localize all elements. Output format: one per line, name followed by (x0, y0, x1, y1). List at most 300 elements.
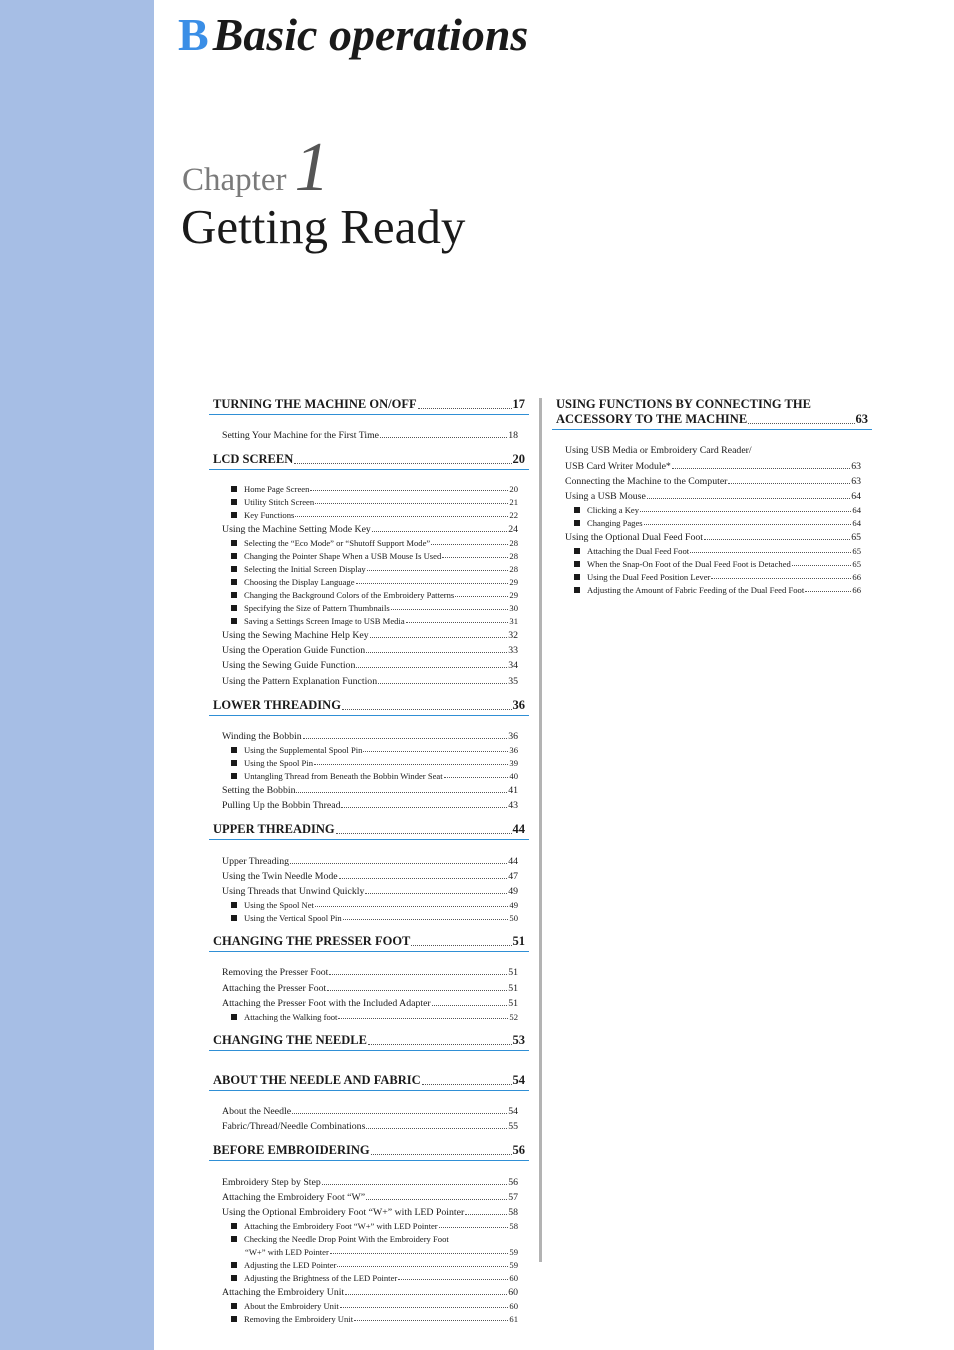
bullet-square-icon (231, 915, 237, 921)
bullet-square-icon (231, 1303, 237, 1309)
toc-page-number: 66 (852, 584, 861, 595)
toc-entry-text: Selecting the Initial Screen Display (244, 563, 366, 574)
toc-page-number: 63 (851, 460, 861, 472)
bullet-square-icon (231, 579, 237, 585)
toc-leader-dots (336, 833, 512, 834)
toc-leader-dots (356, 583, 509, 584)
toc-entry[interactable] (209, 1117, 529, 1132)
toc-entry-text: USB Card Writer Module* (565, 460, 671, 472)
toc-page-number: 63 (851, 475, 861, 487)
toc-entry-text: Using the Optional Dual Feed Foot (565, 532, 703, 544)
toc-section-heading[interactable] (209, 394, 529, 415)
toc-leader-dots (792, 565, 852, 566)
part-title: Basic operations (212, 9, 529, 60)
toc-page-number: 41 (508, 784, 518, 796)
toc-leader-dots (366, 1128, 507, 1129)
toc-entry-text: UPPER THREADING (213, 822, 335, 837)
toc-bullet-entry[interactable] (209, 507, 529, 520)
toc-page-number: 51 (508, 982, 518, 994)
toc-page-number: 54 (512, 1072, 525, 1087)
toc-page-number: 31 (509, 615, 518, 626)
toc-bullet-entry[interactable] (209, 897, 529, 910)
toc-spacer (209, 1164, 529, 1172)
bullet-square-icon (574, 548, 580, 554)
toc-bullet-entry[interactable] (209, 1218, 529, 1231)
toc-spacer (552, 433, 872, 441)
toc-page-number: 60 (509, 1300, 518, 1311)
toc-leader-dots (406, 622, 509, 623)
bullet-square-icon (231, 1316, 237, 1322)
toc-page-number: 28 (509, 563, 518, 574)
toc-page-number: 33 (508, 645, 518, 657)
toc-leader-dots (672, 468, 850, 469)
toc-bullet-entry[interactable] (552, 515, 872, 528)
bullet-square-icon (231, 773, 237, 779)
toc-leader-dots (315, 906, 508, 907)
toc-entry-text: Using the Spool Pin (244, 757, 313, 768)
toc-spacer (209, 1054, 529, 1062)
toc-leader-dots (647, 498, 850, 499)
toc-bullet-entry[interactable] (552, 543, 872, 556)
toc-entry-text: Attaching the Embroidery Unit (222, 1286, 345, 1298)
toc-entry-text: Setting the Bobbin (222, 784, 296, 796)
toc-entry[interactable] (209, 1172, 529, 1187)
toc-entry-text: Attaching the Dual Feed Foot (587, 546, 690, 557)
toc-bullet-entry-continued[interactable] (209, 1244, 529, 1257)
bullet-square-icon (231, 512, 237, 518)
bullet-square-icon (574, 520, 580, 526)
bullet-square-icon (231, 566, 237, 572)
toc-leader-dots (315, 503, 508, 504)
toc-entry-text: Using the Vertical Spool Pin (244, 912, 342, 923)
chapter-word: Chapter (182, 162, 287, 198)
toc-page-number: 63 (855, 412, 868, 426)
toc-page-number: 39 (509, 757, 518, 768)
toc-entry-text: CHANGING THE NEEDLE (213, 1032, 367, 1047)
toc-entry-text: Using the Operation Guide Function (222, 645, 366, 657)
toc-section-heading[interactable] (209, 931, 529, 952)
toc-bullet-entry[interactable] (209, 548, 529, 561)
toc-entry[interactable] (209, 1188, 529, 1203)
toc-entry[interactable] (209, 727, 529, 742)
toc-entry-text: Pulling Up the Bobbin Thread (222, 800, 341, 812)
toc-leader-dots (365, 893, 507, 894)
toc-bullet-entry[interactable] (209, 1231, 529, 1244)
toc-spacer (209, 1062, 529, 1070)
toc-leader-dots (330, 1253, 509, 1254)
toc-spacer (209, 843, 529, 851)
toc-bullet-entry[interactable] (552, 582, 872, 595)
toc-leader-dots (329, 974, 507, 975)
toc-page-number: 18 (508, 430, 518, 442)
toc-page-number: 44 (512, 822, 525, 837)
toc-bullet-entry[interactable] (209, 1311, 529, 1324)
toc-entry[interactable] (209, 796, 529, 811)
toc-section-line (556, 412, 868, 427)
toc-leader-dots (644, 524, 852, 525)
toc-page-number: 55 (508, 1121, 518, 1133)
toc-page-number: 60 (508, 1286, 518, 1298)
toc-entry-text: Home Page Screen (244, 484, 310, 495)
toc-spacer (209, 687, 529, 695)
toc-entry-text: Choosing the Display Language (244, 576, 355, 587)
toc-entry-text: Selecting the “Eco Mode” or “Shutoff Support Mode” (244, 538, 431, 549)
toc-page-number: 60 (509, 1272, 518, 1283)
toc-leader-dots (398, 1279, 508, 1280)
bullet-square-icon (231, 553, 237, 559)
toc-leader-dots (327, 990, 507, 991)
toc-leader-dots (341, 807, 507, 808)
toc-page-number: 58 (509, 1221, 518, 1232)
toc-bullet-entry[interactable] (209, 768, 529, 781)
toc-entry[interactable] (552, 528, 872, 543)
toc-page-number: 29 (509, 576, 518, 587)
bullet-square-icon (231, 760, 237, 766)
toc-spacer (209, 473, 529, 481)
bullet-square-icon (231, 605, 237, 611)
toc-spacer (209, 811, 529, 819)
toc-entry-text: Changing the Pointer Shape When a USB Mouse Is Used (244, 551, 442, 562)
toc-entry-text: Using the Dual Feed Position Lever (587, 571, 711, 582)
toc-entry[interactable] (209, 671, 529, 686)
bullet-square-icon (574, 507, 580, 513)
toc-entry-text: LOWER THREADING (213, 697, 341, 712)
toc-page-number: 29 (509, 589, 518, 600)
toc-page-number: 35 (508, 675, 518, 687)
toc-page-number: 21 (509, 497, 518, 508)
toc-entry-text: Checking the Needle Drop Point With the Embroidery Foot (244, 1233, 449, 1244)
toc-leader-dots (322, 1184, 507, 1185)
bullet-square-icon (231, 1275, 237, 1281)
toc-leader-dots (418, 408, 512, 409)
toc-entry-text: When the Snap-On Foot of the Dual Feed Foot is Detached (587, 559, 791, 570)
toc-leader-dots (371, 1154, 512, 1155)
toc-leader-dots (370, 637, 508, 638)
toc-leader-dots (339, 878, 508, 879)
toc-page-number: 64 (851, 491, 861, 503)
toc-entry-text: Clicking a Key (587, 505, 640, 516)
column-divider (539, 398, 542, 1262)
toc-leader-dots (343, 919, 509, 920)
toc-leader-dots (363, 751, 508, 752)
toc-bullet-entry[interactable] (209, 1257, 529, 1270)
toc-section-line: USING FUNCTIONS BY CONNECTING THE (556, 397, 811, 411)
bullet-square-icon (574, 574, 580, 580)
toc-entry-text: Attaching the Embroidery Foot “W+” with LED Pointer (244, 1221, 438, 1232)
bullet-square-icon (231, 592, 237, 598)
bullet-square-icon (231, 747, 237, 753)
toc-leader-dots (640, 511, 851, 512)
bullet-square-icon (231, 499, 237, 505)
toc-leader-dots (690, 552, 851, 553)
toc-entry[interactable] (209, 1102, 529, 1117)
toc-spacer (209, 923, 529, 931)
toc-entry[interactable] (209, 641, 529, 656)
toc-entry-text: Changing Pages (587, 517, 643, 528)
toc-leader-dots (294, 463, 511, 464)
toc-entry-text: Untangling Thread from Beneath the Bobbin Winder Seat (244, 770, 443, 781)
toc-bullet-entry[interactable] (209, 1009, 529, 1022)
toc-bullet-entry[interactable] (209, 1298, 529, 1311)
toc-page-number: 28 (509, 538, 518, 549)
toc-page-number: 30 (509, 602, 518, 613)
toc-entry-text: Attaching the Embroidery Foot “W” (222, 1191, 366, 1203)
toc-entry-text: Changing the Background Colors of the Embroidery Patterns (244, 589, 455, 600)
toc-page-number: 56 (508, 1176, 518, 1188)
toc-bullet-entry[interactable] (552, 569, 872, 582)
toc-entry[interactable] (209, 426, 529, 441)
bullet-square-icon (231, 902, 237, 908)
toc-leader-dots (378, 683, 507, 684)
bullet-square-icon (574, 587, 580, 593)
toc-leader-dots (442, 557, 508, 558)
toc-spacer (209, 719, 529, 727)
toc-page-number: 20 (512, 452, 525, 467)
toc-entry-text: Upper Threading (222, 855, 290, 867)
toc-bullet-entry[interactable] (209, 574, 529, 587)
toc-entry-text: Using the Twin Needle Mode (222, 870, 338, 882)
toc-page-number: 40 (509, 770, 518, 781)
toc-entry-text: Adjusting the Brightness of the LED Pointer (244, 1272, 398, 1283)
chapter-title: Getting Ready (181, 199, 466, 254)
toc-leader-dots (366, 652, 507, 653)
toc-spacer (209, 1022, 529, 1030)
toc-entry[interactable] (209, 1203, 529, 1218)
toc-leader-dots (748, 423, 854, 424)
toc-page-number: 49 (508, 886, 518, 898)
toc-entry-text: Removing the Embroidery Unit (244, 1313, 354, 1324)
toc-entry-text: Using the Pattern Explanation Function (222, 675, 378, 687)
toc-leader-dots (338, 1018, 508, 1019)
toc-leader-dots (354, 1320, 508, 1321)
toc-section-heading[interactable] (209, 819, 529, 840)
toc-leader-dots (444, 777, 509, 778)
toc-bullet-entry[interactable] (209, 600, 529, 613)
toc-section-heading[interactable] (209, 1140, 529, 1161)
bullet-square-icon (231, 618, 237, 624)
toc-section-heading[interactable] (209, 449, 529, 470)
toc-page-number: 36 (508, 730, 518, 742)
toc-page-number: 49 (509, 900, 518, 911)
toc-entry-text: Using a USB Mouse (565, 491, 646, 503)
toc-bullet-entry[interactable] (209, 755, 529, 768)
toc-page-number: 66 (852, 571, 861, 582)
toc-leader-dots (303, 738, 508, 739)
toc-leader-dots (465, 1214, 507, 1215)
part-letter: B (178, 9, 209, 60)
toc-page-number: 34 (508, 660, 518, 672)
toc-leader-dots (366, 1199, 507, 1200)
toc-bullet-entry[interactable] (552, 502, 872, 515)
toc-bullet-entry[interactable] (209, 910, 529, 923)
toc-spacer (209, 441, 529, 449)
toc-entry[interactable] (552, 487, 872, 502)
toc-leader-dots (439, 1227, 509, 1228)
toc-page-number: 53 (512, 1032, 525, 1047)
toc-entry-text: Winding the Bobbin (222, 730, 302, 742)
toc-entry[interactable] (209, 978, 529, 993)
toc-page-number: 20 (509, 484, 518, 495)
toc-entry-text: About the Embroidery Unit (244, 1300, 339, 1311)
toc-leader-dots (310, 490, 508, 491)
toc-leader-dots (711, 578, 851, 579)
toc-entry-text: CHANGING THE PRESSER FOOT (213, 933, 411, 948)
toc-leader-dots (340, 1307, 509, 1308)
toc-page-number: 22 (509, 509, 518, 520)
toc-leader-dots (292, 1113, 507, 1114)
toc-left-column (209, 394, 529, 1324)
toc-page-number: 65 (851, 532, 861, 544)
toc-page-number: 51 (508, 997, 518, 1009)
toc-entry-text: Attaching the Presser Foot with the Included Adapter (222, 997, 431, 1009)
toc-entry-text: About the Needle (222, 1106, 292, 1117)
toc-leader-dots (805, 591, 851, 592)
toc-bullet-entry[interactable] (209, 742, 529, 755)
toc-spacer (209, 1094, 529, 1102)
toc-entry[interactable] (209, 882, 529, 897)
toc-entry-text: ABOUT THE NEEDLE AND FABRIC (213, 1072, 421, 1087)
toc-leader-dots (367, 570, 509, 571)
toc-page-number: 54 (508, 1106, 518, 1117)
toc-page-number: 61 (509, 1313, 518, 1324)
toc-entry[interactable] (209, 781, 529, 796)
toc-leader-dots (337, 1266, 508, 1267)
toc-entry-text: Attaching the Presser Foot (222, 982, 327, 994)
bullet-square-icon (231, 486, 237, 492)
toc-page-number: 64 (852, 505, 861, 516)
toc-entry-text: Using the Machine Setting Mode Key (222, 524, 371, 536)
toc-entry-text: Setting Your Machine for the First Time (222, 430, 380, 442)
toc-entry-text: Embroidery Step by Step (222, 1176, 321, 1188)
toc-section-heading[interactable] (209, 1030, 529, 1051)
toc-entry-text: TURNING THE MACHINE ON/OFF (213, 397, 417, 411)
toc-bullet-entry[interactable] (209, 494, 529, 507)
toc-entry-text: Removing the Presser Foot (222, 967, 329, 979)
toc-leader-dots (368, 1044, 512, 1045)
toc-page-number: 65 (852, 546, 861, 557)
toc-entry-text: Adjusting the LED Pointer (244, 1259, 337, 1270)
toc-entry-text: Saving a Settings Screen Image to USB Media (244, 615, 405, 626)
toc-page-number: 65 (852, 559, 861, 570)
toc-leader-dots (422, 1084, 512, 1085)
toc-entry-text: Fabric/Thread/Needle Combinations (222, 1121, 366, 1133)
chapter-number: 1 (294, 129, 330, 206)
toc-entry-text: ACCESSORY TO THE MACHINE (556, 412, 748, 426)
toc-entry-text: Using the Sewing Guide Function (222, 660, 356, 672)
bullet-square-icon (231, 1236, 237, 1242)
bullet-square-icon (231, 1014, 237, 1020)
toc-page-number: 43 (508, 800, 518, 812)
toc-entry-text: Connecting the Machine to the Computer (565, 475, 728, 487)
bullet-square-icon (231, 540, 237, 546)
toc-leader-dots (314, 764, 508, 765)
toc-entry[interactable] (209, 867, 529, 882)
toc-entry-text: Using the Optional Embroidery Foot “W+” with LED Pointer (222, 1207, 465, 1219)
toc-entry-text: “W+” with LED Pointer (245, 1246, 329, 1257)
toc-entry[interactable] (209, 1283, 529, 1298)
toc-page-number: 51 (512, 933, 525, 948)
toc-entry-text: Utility Stitch Screen (244, 497, 315, 508)
toc-entry[interactable] (209, 963, 529, 978)
bullet-square-icon (231, 1262, 237, 1268)
toc-bullet-entry[interactable] (209, 613, 529, 626)
toc-spacer (209, 1132, 529, 1140)
toc-section-heading[interactable] (552, 394, 872, 430)
toc-entry[interactable] (209, 994, 529, 1009)
side-color-band (0, 0, 154, 1350)
bullet-square-icon (574, 561, 580, 567)
toc-leader-dots (455, 596, 508, 597)
toc-spacer (209, 418, 529, 426)
toc-leader-dots (356, 667, 507, 668)
toc-page-number: 50 (509, 912, 518, 923)
toc-entry-text: Using USB Media or Embroidery Card Reader/ (565, 445, 752, 457)
toc-leader-dots (296, 792, 507, 793)
toc-page-number: 56 (512, 1143, 525, 1158)
toc-page-number: 59 (509, 1246, 518, 1257)
toc-leader-dots (372, 531, 507, 532)
toc-page-number: 44 (508, 855, 518, 867)
toc-entry[interactable] (209, 851, 529, 866)
toc-right-column (552, 394, 872, 595)
toc-page-number: 58 (508, 1207, 518, 1219)
toc-entry[interactable] (209, 520, 529, 535)
toc-entry[interactable] (209, 626, 529, 641)
toc-section-heading[interactable] (209, 695, 529, 716)
toc-page-number: 17 (512, 397, 525, 411)
toc-spacer (209, 955, 529, 963)
toc-bullet-entry[interactable] (209, 587, 529, 600)
toc-page-number: 57 (508, 1191, 518, 1203)
toc-entry-text: Specifying the Size of Pattern Thumbnails (244, 602, 390, 613)
toc-section-heading[interactable] (209, 1070, 529, 1091)
toc-page-number: 28 (509, 551, 518, 562)
toc-page-number: 36 (509, 744, 518, 755)
toc-leader-dots (728, 483, 850, 484)
toc-leader-dots (391, 609, 509, 610)
toc-entry-text: Key Functions (244, 509, 295, 520)
toc-leader-dots (345, 1294, 507, 1295)
toc-page-number: 52 (509, 1011, 518, 1022)
toc-entry[interactable] (552, 456, 872, 471)
toc-page-number: 59 (509, 1259, 518, 1270)
chapter-label (182, 128, 329, 208)
toc-entry-text: Adjusting the Amount of Fabric Feeding of the Dual Feed Foot (587, 584, 805, 595)
toc-page-number: 64 (852, 517, 861, 528)
toc-entry-text: BEFORE EMBROIDERING (213, 1143, 370, 1158)
toc-entry-text: Using Threads that Unwind Quickly (222, 886, 365, 898)
toc-entry[interactable] (209, 656, 529, 671)
toc-bullet-entry[interactable] (209, 561, 529, 574)
toc-page-number: 32 (508, 629, 518, 641)
toc-leader-dots (295, 516, 508, 517)
toc-entry-text: LCD SCREEN (213, 452, 294, 467)
toc-page-number: 51 (508, 967, 518, 979)
bullet-square-icon (231, 1223, 237, 1229)
toc-entry[interactable] (552, 472, 872, 487)
toc-entry[interactable] (552, 441, 872, 456)
toc-leader-dots (431, 544, 508, 545)
toc-page-number: 47 (508, 870, 518, 882)
toc-bullet-entry[interactable] (209, 535, 529, 548)
toc-page-number: 36 (512, 697, 525, 712)
toc-entry-text: Attaching the Walking foot (244, 1011, 338, 1022)
toc-entry-text: Using the Spool Net (244, 900, 314, 911)
toc-bullet-entry[interactable] (209, 481, 529, 494)
toc-bullet-entry[interactable] (209, 1270, 529, 1283)
toc-leader-dots (290, 863, 507, 864)
toc-bullet-entry[interactable] (552, 556, 872, 569)
